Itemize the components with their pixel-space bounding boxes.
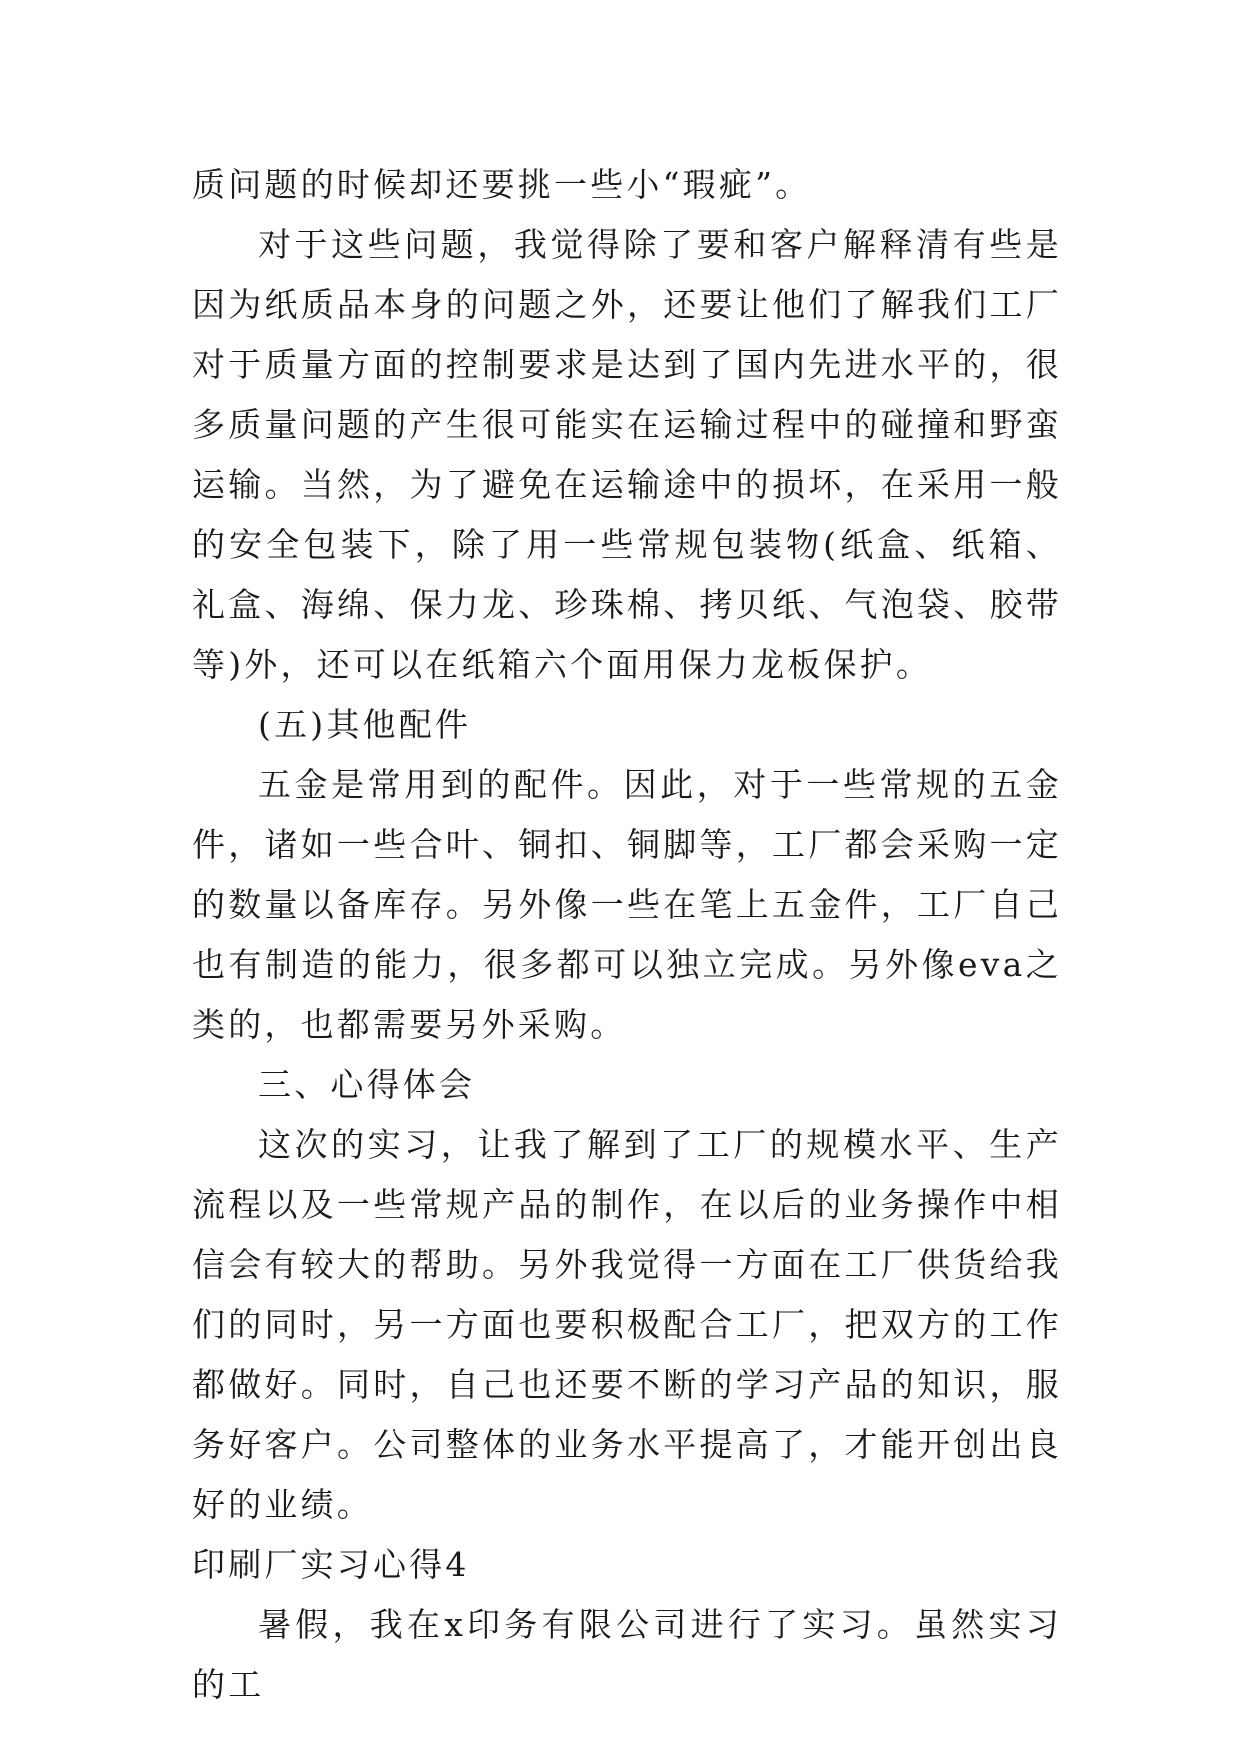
paragraph-quality-issues: 对于这些问题，我觉得除了要和客户解释清有些是因为纸质品本身的问题之外，还要让他们了解我们工厂对于质量方面的控制要求是达到了国内先进水平的，很多质量问题的产生很可能实在运输过程中的碰撞和野蛮运输。当然，为了避免在运输途中的损坏，在采用一般的安全包装下，除了用一些常规包装物(纸盒、纸箱、礼盒、海绵、保力龙、珍珠棉、拷贝纸、气泡袋、胶带等)外，还可以在纸箱六个面用保力龙板保护。 <box>192 225 1062 684</box>
section-heading-accessories: (五)其他配件 <box>258 705 472 744</box>
paragraph-summer-internship: 暑假，我在x印务有限公司进行了实习。虽然实习的工 <box>192 1605 1062 1704</box>
paragraph-reflections: 这次的实习，让我了解到了工厂的规模水平、生产流程以及一些常规产品的制作，在以后的业务操作中相信会有较大的帮助。另外我觉得一方面在工厂供货给我们的同时，另一方面也要积极配合工厂，把双方的工作都做好。同时，自己也还要不断的学习产品的知识，服务好客户。公司整体的业务水平提高了，才能开创出良好的业绩。 <box>192 1125 1062 1524</box>
paragraph-hardware: 五金是常用到的配件。因此，对于一些常规的五金件，诸如一些合叶、铜扣、铜脚等，工厂都会采购一定的数量以备库存。另外像一些在笔上五金件，工厂自己也有制造的能力，很多都可以独立完成。另外像eva之类的，也都需要另外采购。 <box>192 765 1062 1044</box>
section-heading-reflections: 三、心得体会 <box>258 1065 476 1104</box>
paragraph-continuation: 质问题的时候却还要挑一些小“瑕疵”。 <box>192 165 812 204</box>
document-body <box>192 155 1062 1715</box>
article-title: 印刷厂实习心得4 <box>192 1545 470 1584</box>
